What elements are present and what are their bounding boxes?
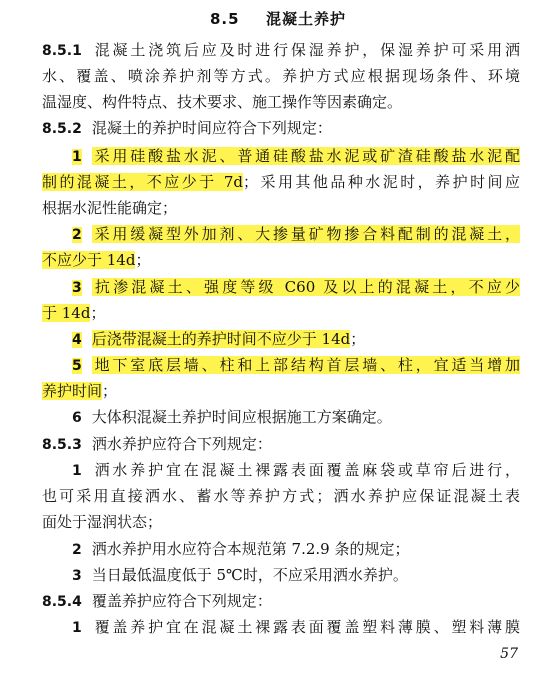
clause-number: 8.5.2 — [42, 121, 82, 137]
text-line — [42, 378, 520, 404]
line-text: 洒水养护用水应符合本规范第 7.2.9 条的规定； — [91, 540, 410, 558]
text-line — [42, 169, 520, 195]
text-line — [42, 37, 520, 63]
text-line — [42, 63, 520, 89]
line-text: 地下室底层墙、柱和上部结构首层墙、柱，宜适当增加 — [91, 356, 520, 374]
text-line — [42, 562, 520, 588]
text-line — [42, 115, 520, 141]
line-text: 混凝土的养护时间应符合下列规定： — [91, 119, 332, 137]
text-line — [42, 536, 520, 562]
text-line — [42, 274, 520, 300]
line-text: 覆盖养护应符合下列规定： — [91, 592, 272, 610]
item-number: 2 — [72, 542, 82, 558]
line-text: 洒水养护宜在混凝土裸露表面覆盖麻袋或草帘后进行， — [91, 461, 520, 479]
highlighted-text: 后浇带混凝土的养护时间不应少于 14d — [91, 330, 351, 348]
line-text: 根据水泥性能确定； — [42, 199, 178, 217]
text-line — [42, 300, 520, 326]
line-text: ；采用其他品种水泥时，养护时间应 — [243, 173, 520, 191]
text-line — [42, 614, 520, 640]
text-line — [42, 143, 520, 169]
line-text: 水、覆盖、喷涂养护剂等方式。养护方式应根据现场条件、环境 — [42, 67, 520, 85]
item-number: 3 — [72, 280, 82, 296]
line-text: 当日最低温度低于 5℃时，不应采用洒水养护。 — [91, 566, 408, 584]
section-title — [0, 8, 556, 29]
section-title-text: 混凝土养护 — [266, 10, 347, 28]
line-text: ； — [102, 382, 118, 400]
text-line — [42, 457, 520, 483]
highlighted-text: 不应少于 14d — [42, 251, 136, 269]
page-number: 57 — [500, 646, 518, 662]
item-number: 4 — [72, 332, 82, 348]
item-number: 2 — [72, 227, 82, 243]
line-text: 洒水养护应符合下列规定： — [91, 435, 272, 453]
text-line — [42, 483, 520, 509]
clause-number: 8.5.3 — [42, 437, 82, 453]
highlighted-text: 制的混凝土，不应少于 7d — [42, 173, 244, 191]
line-text: 采用缓凝型外加剂、大掺量矿物掺合料配制的混凝土， — [91, 225, 520, 243]
clause-number: 8.5.4 — [42, 594, 82, 610]
text-line — [42, 326, 520, 352]
line-text: ； — [90, 304, 106, 322]
line-text: 抗渗混凝土、强度等级 C60 及以上的混凝土，不应少 — [91, 278, 520, 296]
line-text: ； — [135, 251, 151, 269]
text-line — [42, 509, 520, 535]
item-number: 1 — [72, 463, 82, 479]
text-line — [42, 431, 520, 457]
section-number: 8.5 — [209, 10, 240, 28]
text-line — [42, 221, 520, 247]
line-text: 也可采用直接洒水、蓄水等养护方式；洒水养护应保证混凝土表 — [42, 487, 520, 505]
line-text: 混凝土浇筑后应及时进行保湿养护，保湿养护可采用洒 — [91, 41, 520, 59]
line-text: 采用硅酸盐水泥、普通硅酸盐水泥或矿渣硅酸盐水泥配 — [91, 147, 520, 165]
text-line — [42, 89, 520, 115]
line-text: ； — [350, 330, 366, 348]
clause-number: 8.5.1 — [42, 43, 82, 59]
item-number: 6 — [72, 410, 82, 426]
text-line — [42, 247, 520, 273]
item-number: 5 — [72, 358, 82, 374]
text-line — [42, 352, 520, 378]
highlighted-text: 于 14d — [42, 304, 91, 322]
text-line — [42, 404, 520, 430]
line-text: 面处于湿润状态； — [42, 513, 163, 531]
line-text: 温湿度、构件特点、技术要求、施工操作等因素确定。 — [42, 93, 403, 111]
highlighted-text: 养护时间 — [42, 382, 103, 400]
item-number: 3 — [72, 568, 82, 584]
line-text: 覆盖养护宜在混凝土裸露表面覆盖塑料薄膜、塑料薄膜 — [91, 618, 520, 636]
item-number: 1 — [72, 149, 82, 165]
item-number: 1 — [72, 620, 82, 636]
text-line — [42, 588, 520, 614]
text-line — [42, 195, 520, 221]
line-text: 大体积混凝土养护时间应根据施工方案确定。 — [91, 408, 392, 426]
